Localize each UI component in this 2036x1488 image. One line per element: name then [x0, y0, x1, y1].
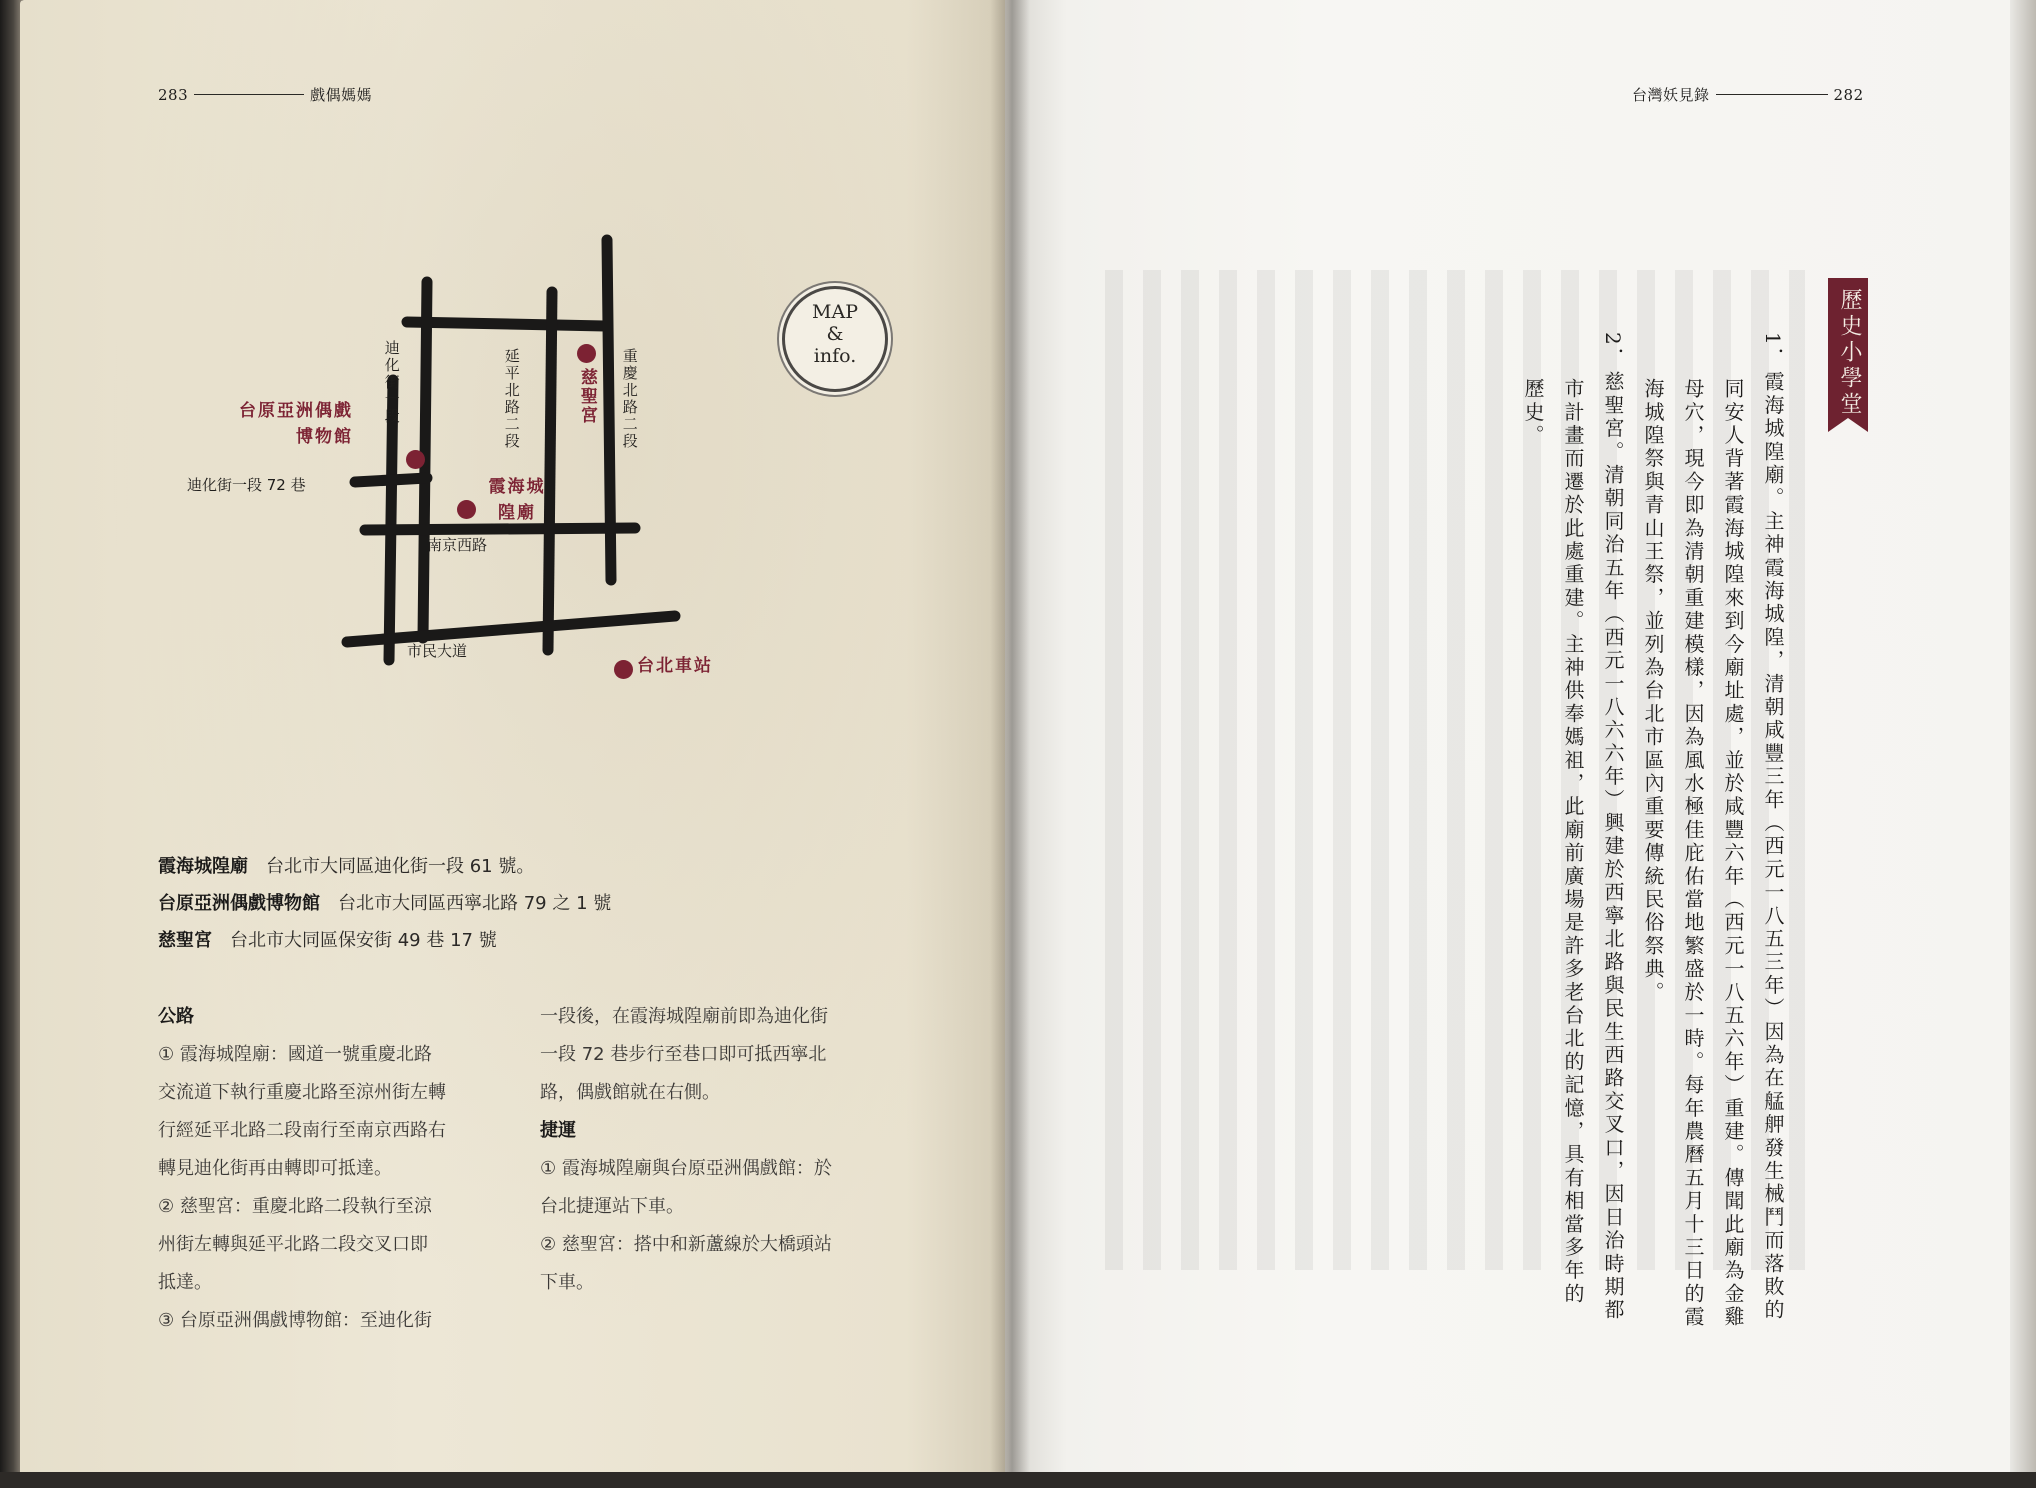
marker-cisheng [577, 344, 596, 363]
address-row-xiahai [158, 848, 918, 885]
directions-column-2 [540, 998, 890, 1302]
road-3-cont-line: 一段 72 巷步行至巷口即可抵西寧北 [540, 1044, 827, 1065]
metro-1-line: ① 霞海城隍廟與台原亞洲偶戲館：於 [540, 1158, 832, 1179]
street-yanping-n2 [548, 292, 552, 650]
text-column-2: 同安人背著霞海城隍來到今廟址處，並於咸豐六年（西元一八五六年）重建。傳聞此廟為金雞 [1721, 378, 1745, 1330]
text-column-1: 1．霞海城隍廟。主神霞海城隍，清朝咸豐三年（西元一八五三年）因為在艋舺發生械鬥而落敗的 [1761, 332, 1785, 1323]
road-3-cont-line: 一段後，在霞海城隍廟前即為迪化街 [540, 1006, 828, 1027]
road-2-line: 抵達。 [158, 1272, 212, 1293]
label-yanping-n2: 延平北路二段 [502, 348, 521, 450]
ribbon-label: 歷史小學堂 [1837, 288, 1862, 418]
text-column-3: 母穴，現今即為清朝重建模樣，因為風水極佳庇佑當地繁盛於一時。每年農曆五月十三日的霞 [1681, 378, 1705, 1330]
road-2-line: 州街左轉與延平北路二段交叉口即 [158, 1234, 428, 1255]
metro-1-line: 台北捷運站下車。 [540, 1196, 684, 1217]
right-running-head [1632, 84, 1864, 105]
address-text: 台北市大同區西寧北路 79 之 1 號 [338, 893, 612, 914]
book-gutter [990, 0, 1030, 1478]
metro-2-line: 下車。 [540, 1272, 594, 1293]
address-name: 霞海城隍廟 [158, 856, 248, 877]
address-text: 台北市大同區迪化街一段 61 號。 [266, 856, 535, 877]
label-nanjing-w: 南京西路 [427, 536, 488, 554]
label-puppet-museum: 台原亞洲偶戲博物館 [239, 401, 353, 447]
running-head-rule [194, 94, 304, 95]
label-xiahai: 霞海城隍廟 [488, 477, 546, 523]
badge-info-text: info. [813, 345, 857, 367]
road-1-line: ① 霞海城隍廟：國道一號重慶北路 [158, 1044, 432, 1065]
book-spine-edge [0, 0, 22, 1488]
marker-xiahai [457, 500, 476, 519]
map-info-badge [782, 286, 888, 392]
address-row-puppet-museum [158, 885, 918, 922]
text-column-5: 2．慈聖宮。清朝同治五年（西元一八六六年）興建於西寧北路與民生西路交叉口，因日治時期都 [1601, 332, 1625, 1323]
street-dihua-lane72 [355, 478, 427, 482]
label-civic-blvd: 市民大道 [407, 642, 468, 660]
right-page-number: 282 [1833, 85, 1864, 104]
metro-2-line: ② 慈聖宮：搭中和新蘆線於大橋頭站 [540, 1234, 832, 1255]
label-cisheng: 慈聖宮 [576, 368, 597, 425]
road-3-cont-line: 路，偶戲館就在右側。 [540, 1082, 720, 1103]
street-civic-blvd [347, 616, 675, 642]
street-map-lines [335, 230, 715, 670]
badge-map-text: MAP [812, 301, 858, 323]
road-2-line: ② 慈聖宮：重慶北路二段執行至涼 [158, 1196, 432, 1217]
text-column-6: 市計畫而遷於此處重建。主神供奉媽祖，此廟前廣場是許多老台北的記憶，具有相當多年的 [1561, 378, 1585, 1306]
road-1-line: 轉見迪化街再由轉即可抵達。 [158, 1158, 392, 1179]
metro-heading: 捷運 [540, 1120, 576, 1141]
page-edge-shadow [2010, 0, 2036, 1478]
label-taipei-station: 台北車站 [637, 656, 713, 676]
address-name: 台原亞洲偶戲博物館 [158, 893, 320, 914]
road-1-line: 交流道下執行重慶北路至涼州街左轉 [158, 1082, 446, 1103]
left-page [20, 0, 1005, 1478]
address-text: 台北市大同區保安街 49 巷 17 號 [230, 930, 497, 951]
label-chongqing-n2: 重慶北路二段 [620, 348, 639, 450]
history-ribbon-tab [1828, 278, 1868, 418]
road-heading: 公路 [158, 1006, 194, 1027]
left-page-number: 283 [158, 85, 189, 104]
marker-puppet-museum [406, 450, 425, 469]
street-chongqing-n2 [607, 240, 611, 580]
street-map [187, 230, 713, 676]
label-dihua-lane72: 迪化街一段 72 巷 [187, 476, 306, 494]
road-3-line: ③ 台原亞洲偶戲博物館：至迪化街 [158, 1310, 432, 1331]
address-name: 慈聖宮 [158, 930, 212, 951]
address-list [158, 848, 918, 959]
street-north-top [407, 322, 605, 326]
road-1-line: 行經延平北路二段南行至南京西路右 [158, 1120, 446, 1141]
directions-column-1 [158, 998, 508, 1340]
right-page [1005, 0, 2036, 1478]
badge-amp-text: & [826, 323, 844, 345]
address-row-cisheng [158, 922, 918, 959]
left-running-head [158, 84, 372, 105]
book-bottom-edge [0, 1472, 2036, 1488]
street-nanjing-w [365, 528, 635, 530]
right-running-title: 台灣妖見錄 [1632, 86, 1710, 104]
running-head-rule [1716, 94, 1828, 95]
text-column-4: 海城隍祭與青山王祭，並列為台北市區內重要傳統民俗祭典。 [1641, 378, 1665, 1005]
label-dihua-sec1: 迪化街一段 [382, 340, 401, 425]
text-column-7: 歷史。 [1521, 378, 1545, 448]
left-running-title: 戲偶媽媽 [310, 86, 373, 104]
marker-taipei-station [614, 660, 633, 679]
